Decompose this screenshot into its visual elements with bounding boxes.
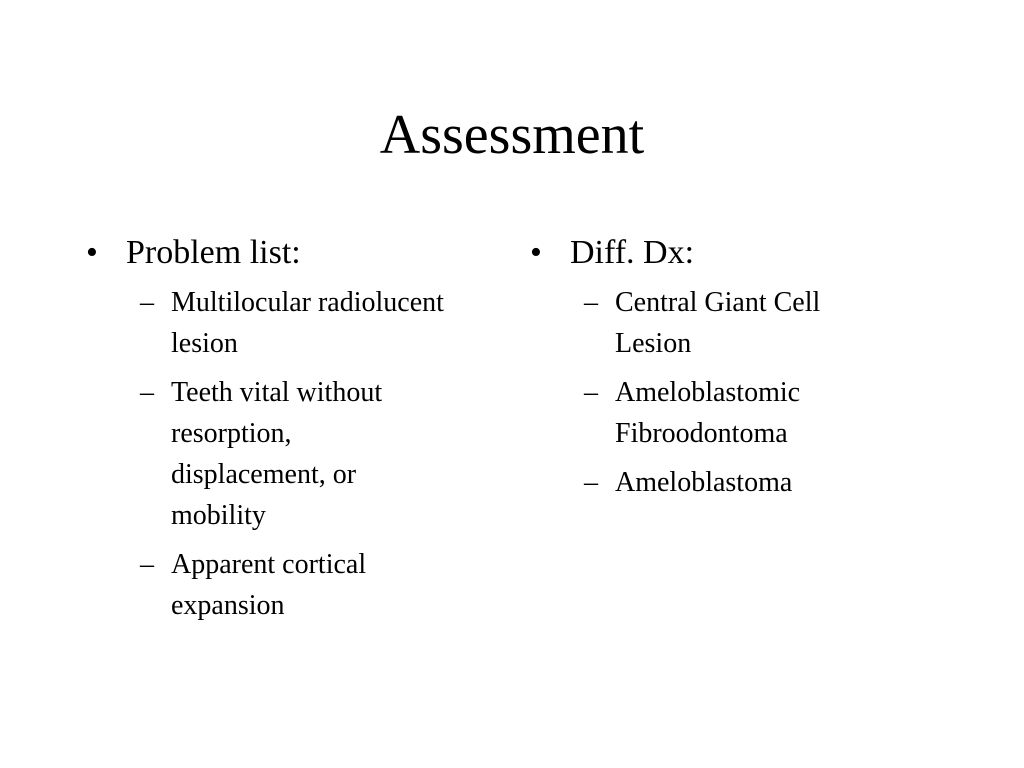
list-item	[530, 282, 890, 364]
differential-list	[530, 282, 890, 503]
right-column	[530, 232, 890, 511]
bullet-problem-list	[86, 232, 446, 274]
list-item-text: Ameloblastoma	[615, 467, 793, 498]
list-item	[86, 282, 446, 364]
list-item-text: Teeth vital without resorption, displacement, or mobility	[171, 377, 383, 531]
dash-icon: –	[140, 287, 154, 318]
left-column	[86, 232, 446, 634]
bullet-diff-dx	[530, 232, 890, 274]
bullet-icon: •	[86, 234, 98, 271]
dash-icon: –	[584, 287, 598, 318]
list-item	[530, 372, 890, 454]
dash-icon: –	[140, 549, 154, 580]
dash-icon: –	[584, 377, 598, 408]
list-item-text: Central Giant Cell Lesion	[615, 287, 821, 359]
list-item	[86, 372, 446, 536]
list-item-text: Ameloblastomic Fibroodontoma	[615, 377, 801, 449]
slide-title: Assessment	[379, 104, 645, 166]
bullet-heading: Diff. Dx:	[570, 234, 695, 271]
list-item	[530, 462, 890, 503]
dash-icon: –	[140, 377, 154, 408]
bullet-heading: Problem list:	[126, 234, 301, 271]
dash-icon: –	[584, 467, 598, 498]
list-item-text: Multilocular radiolucent lesion	[171, 287, 444, 359]
bullet-icon: •	[530, 234, 542, 271]
list-item-text: Apparent cortical expansion	[171, 549, 367, 621]
list-item	[86, 544, 446, 626]
problem-list	[86, 282, 446, 626]
